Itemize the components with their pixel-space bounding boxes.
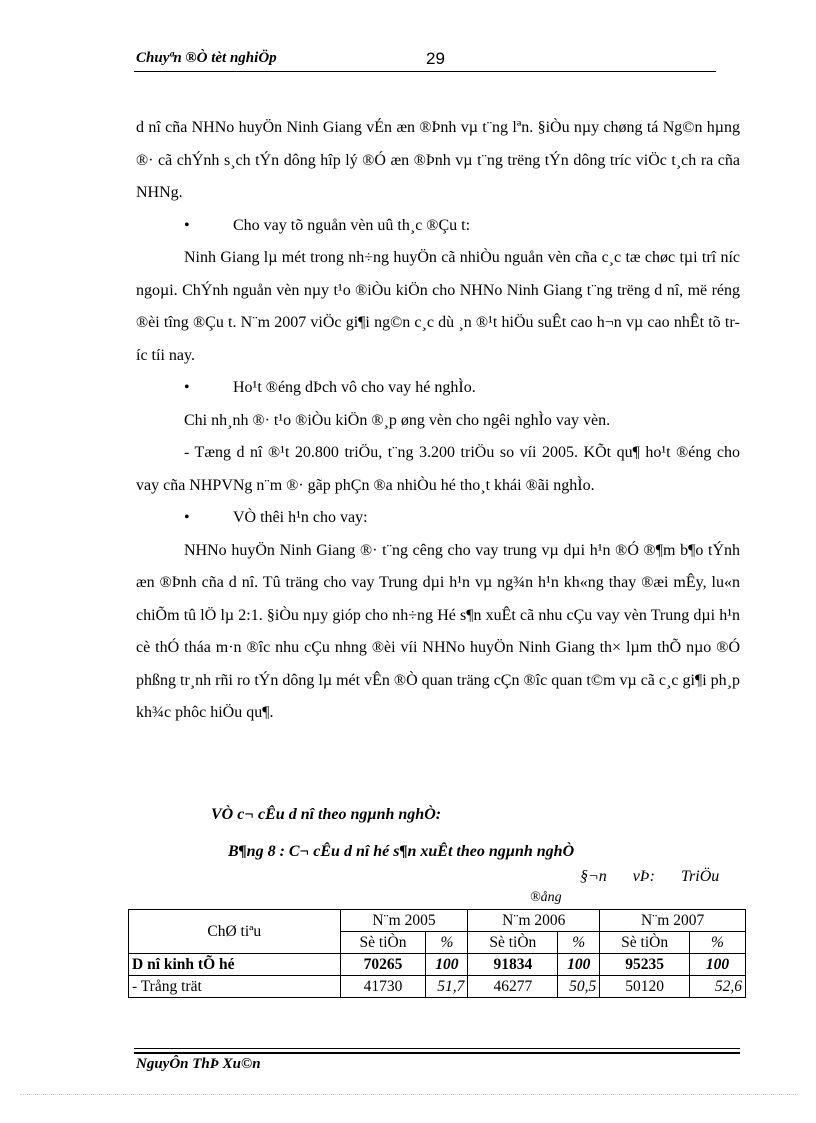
bullet-icon: •: [184, 379, 190, 396]
percent-subheader: %: [426, 932, 468, 954]
percent-cell: 51,7: [426, 976, 468, 998]
amount-cell: 41730: [340, 976, 426, 998]
header-divider: [134, 71, 716, 72]
amount-subheader: Sè tiÒn: [468, 932, 558, 954]
amount-cell: 95235: [600, 954, 690, 976]
unit-label-continued: ®ång: [530, 890, 562, 905]
footer-author: NguyÔn ThÞ Xu©n: [136, 1056, 261, 1072]
year-header: N¨m 2007: [600, 910, 746, 932]
table-row: [129, 976, 746, 998]
paragraph: Chi nh¸nh ®· t¹o ®iÒu kiÖn ®¸p øng vèn cho ngêi nghÌo vay vèn.: [184, 411, 611, 429]
document-header-title: Chuyªn ®Ò tèt nghiÖp: [136, 50, 277, 66]
bullet-text: VÒ thêi h¹n cho vay:: [233, 509, 368, 526]
page-number: 29: [426, 49, 445, 68]
bullet-icon: •: [184, 509, 190, 526]
percent-cell: 100: [690, 954, 746, 976]
bullet-text: Cho vay tõ nguån vèn uû th¸c ®Çu t:: [233, 216, 471, 234]
percent-subheader: %: [558, 932, 600, 954]
paragraph: Ninh Giang lµ mét trong nh÷ng huyÖn cã nhiÒu nguån vèn cña c¸c tæ chøc tµi trî níc ngoµi. ChÝnh nguån vèn nµy t¹o ®iÒu kiÖn cho NHNo Ninh Giang t¨ng trëng d nî, më réng ®èi tîng ®Çu t. N¨m 2007 viÖc gi¶i ng©n c¸c dù ¸n ®¹t hiÖu suÊt cao h¬n vµ cao nhÊt tõ tríc tíi nay.: [136, 249, 740, 364]
percent-subheader: %: [690, 932, 746, 954]
year-header: N¨m 2005: [340, 910, 468, 932]
year-header: N¨m 2006: [468, 910, 600, 932]
bullet-item: [136, 502, 740, 535]
row-label: - Trång trät: [129, 976, 341, 998]
indicator-header: ChØ tiªu: [129, 910, 341, 954]
amount-cell: 50120: [600, 976, 690, 998]
percent-cell: 100: [558, 954, 600, 976]
percent-cell: 50,5: [558, 976, 600, 998]
paragraph: NHNo huyÖn Ninh Giang ®· t¨ng cêng cho vay trung vµ dµi h¹n ®Ó ®¶m b¶o tÝnh æn ®Þnh cña d nî. Tû träng cho vay Trung dµi h¹n vµ ng¾n h¹n kh«ng thay ®æi mÊy, lu«n chiÕm tû lÖ lµ 2:1. §iÒu nµy gióp cho nh÷ng Hé s¶n xuÊt cã nhu cÇu vay vèn Trung dµi h¹n cè thÓ tháa m·n ®îc nhu cÇu nhng ®èi víi NHNo huyÖn Ninh Giang th× lµm thÕ nµo ®Ó phßng tr¸nh rñi ro tÝn dông lµ mét vÊn ®Ò quan träng cÇn ®îc quan t©m vµ cã c¸c gi¶i ph¸p kh¾c phôc hiÖu qu¶.: [136, 541, 740, 721]
debt-structure-table: [128, 909, 746, 998]
body-text: [136, 112, 740, 730]
section-subheading: VÒ c¬ cÊu d nî theo ngµnh nghÒ:: [211, 806, 442, 823]
amount-cell: 91834: [468, 954, 558, 976]
row-label: D nî kinh tÕ hé: [129, 954, 341, 976]
amount-cell: 46277: [468, 976, 558, 998]
bullet-item: [136, 210, 740, 243]
page-bottom-edge: [20, 1094, 796, 1095]
amount-subheader: Sè tiÒn: [600, 932, 690, 954]
paragraph: d nî cña NHNo huyÖn Ninh Giang vÉn æn ®Þnh vµ t¨ng lªn. §iÒu nµy chøng tá Ng©n hµng ®· cã chÝnh s¸ch tÝn dông hîp lý ®Ó æn ®Þnh vµ t¨ng trëng tÝn dông tríc viÖc t¸ch ra cña NHNg.: [136, 119, 740, 201]
table-row: [129, 954, 746, 976]
paragraph: - Tæng d nî ®¹t 20.800 triÖu, t¨ng 3.200 triÖu so víi 2005. KÕt qu¶ ho¹t ®éng cho vay cña NHPVNg n¨m ®· gãp phÇn ®a nhiÒu hé tho¸t khái ®ãi nghÌo.: [136, 444, 740, 494]
footer-divider-thick: [134, 1052, 740, 1054]
footer-divider: [134, 1048, 740, 1049]
percent-cell: 52,6: [690, 976, 746, 998]
bullet-text: Ho¹t ®éng dÞch vô cho vay hé nghÌo.: [233, 379, 476, 396]
bullet-item: [136, 372, 740, 405]
table-title: B¶ng 8 : C¬ cÊu d nî hé s¶n xuÊt theo ngµnh nghÒ: [228, 843, 575, 860]
unit-label: §¬n vÞ: TriÖu: [580, 868, 720, 885]
bullet-icon: •: [184, 216, 190, 234]
percent-cell: 100: [426, 954, 468, 976]
table-header-row: [129, 910, 746, 932]
amount-subheader: Sè tiÒn: [340, 932, 426, 954]
amount-cell: 70265: [340, 954, 426, 976]
